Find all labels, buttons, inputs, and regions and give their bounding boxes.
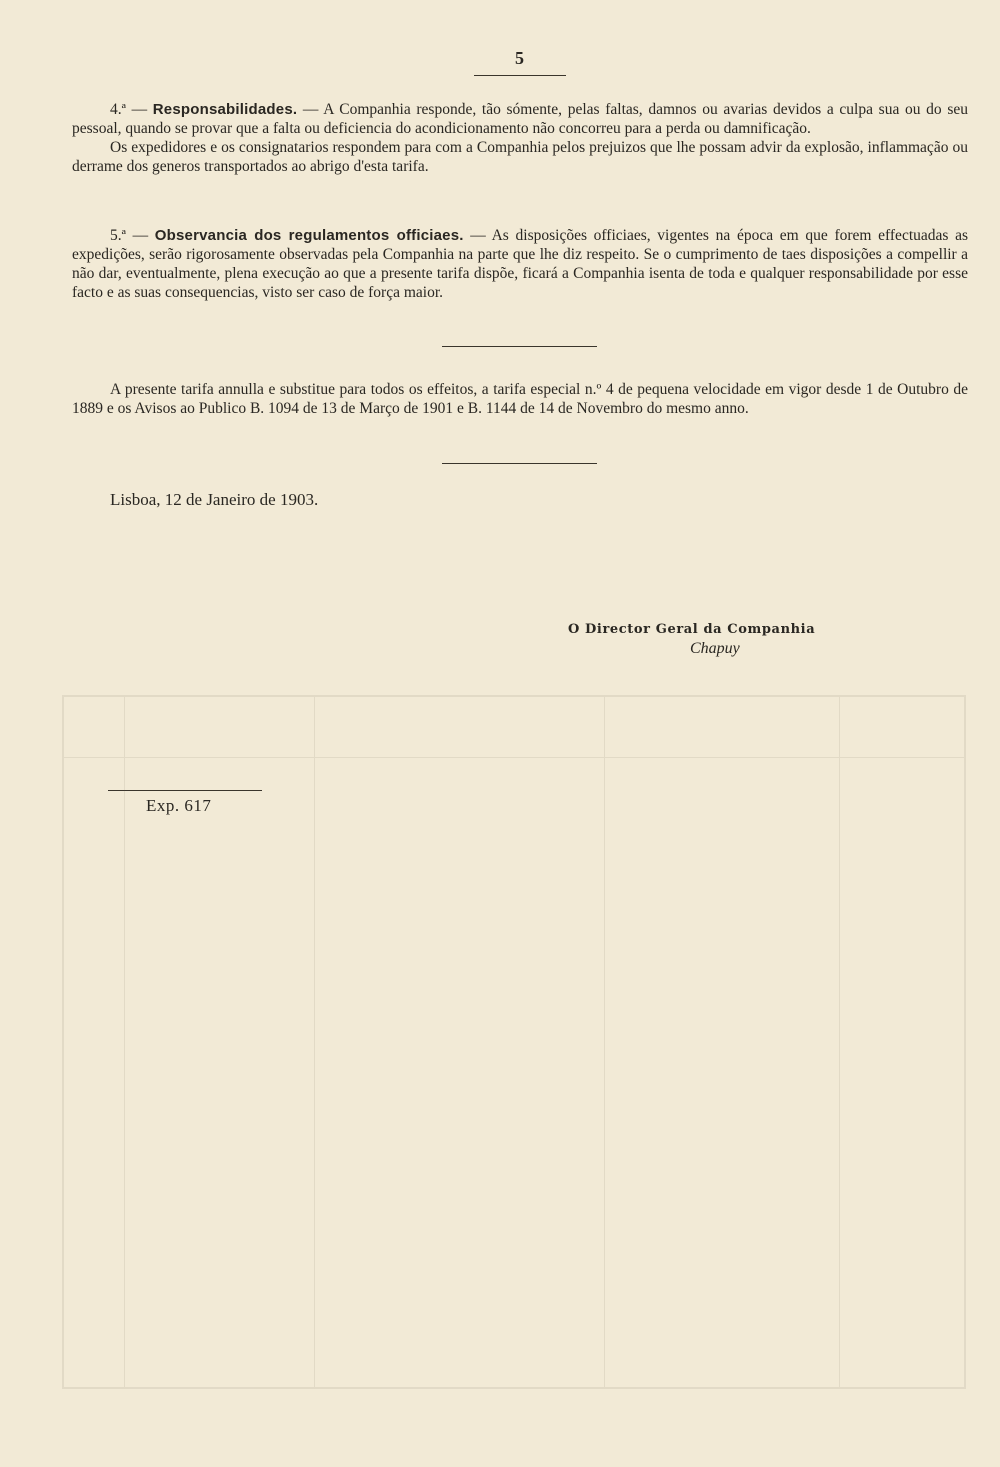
page-number: 5 [515, 48, 525, 68]
clause-4-text: — A Companhia responde, tão sómente, pelas faltas, damnos ou avarias devidos a culpa sua ou do seu pessoal, quando se provar que a falta ou deficiencia do acondicionamento não concorreu para a perda ou damnificação. [72, 101, 969, 137]
bleed-through-table [62, 695, 966, 1389]
signature-name: Chapuy [690, 640, 740, 657]
page-number-rule [474, 75, 566, 76]
clause-5-heading: Observancia dos regulamentos officiaes. [154, 227, 464, 244]
annulment-text: A presente tarifa annulla e substitue para todos os effeitos, a tarifa especial n.º 4 de pequena velocidade em vigor desde 1 de Outubro de 1889 e os Avisos ao Publico B. 1094 de 13 de Março de 1901 e B. 1144 de 14 de Novembro do mesmo anno. [72, 381, 968, 417]
clause-5-number: 5.ª — [110, 227, 149, 244]
clause-5 [72, 226, 968, 302]
clause-4-number: 4.ª — [110, 101, 148, 118]
signature-title: O Director Geral da Companhia [568, 622, 816, 637]
section-divider-2 [442, 463, 597, 464]
clause-4 [72, 100, 968, 176]
place-date: Lisboa, 12 de Janeiro de 1903. [110, 490, 319, 509]
clause-5-text: — As disposições officiaes, vigentes na época em que forem effectuadas as expedições, serão rigorosamente observadas pela Companhia na parte que lhe diz respeito. Se o cumprimento de taes disposições a compellir a não dar, eventualmente, plena execução ao que a presente tarifa dispõe, ficará a Companhia isenta de toda e qualquer responsabilidade por esse facto e as suas consequencias, visto ser caso de força maior. [72, 227, 969, 301]
section-divider [442, 346, 597, 347]
clause-4-extra: Os expedidores e os consignatarios respondem para com a Companhia pelos prejuizos que lhe possam advir da explosão, inflammação ou derrame dos generos transportados ao abrigo d'esta tarifa. [72, 139, 968, 175]
reference-number: Exp. 617 [146, 796, 212, 815]
annulment-paragraph [72, 380, 968, 418]
clause-4-heading: Responsabilidades. [152, 101, 298, 118]
